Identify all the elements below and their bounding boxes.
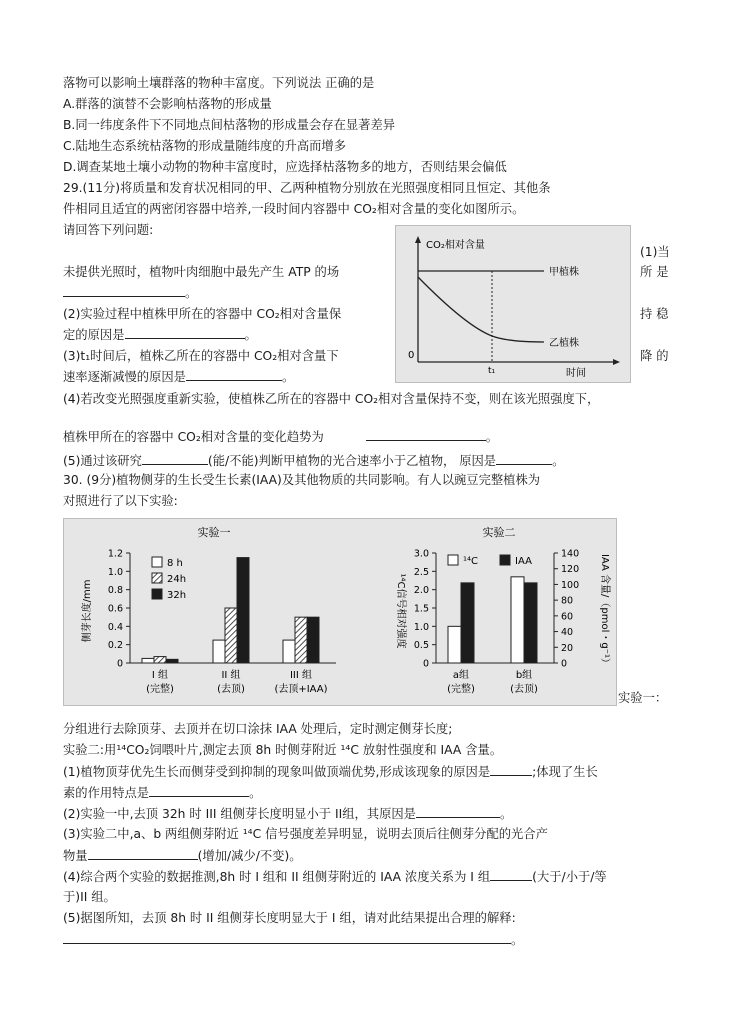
option-b: B.同一纬度条件下不同地点间枯落物的形成量会存在显著差异 <box>63 118 396 132</box>
chart2-bar <box>448 626 461 663</box>
y-axis-arrow <box>415 236 421 243</box>
chart1-bar <box>154 657 166 663</box>
q30-s1: (1)植物顶芽优先生长而侧芽受到抑制的现象叫做顶端优势,形成该现象的原因是 ;体现了生长 <box>63 765 598 779</box>
chart1-y-tick-label: 0.2 <box>107 640 123 652</box>
q30-s3: (3)实验二中,a、b 两组侧芽附近 ¹⁴C 信号强度差异明显，说明去顶后往侧芽分配的光合产 <box>63 827 548 841</box>
answer-blank[interactable] <box>88 847 198 860</box>
chart1-legend-label: 32h <box>167 590 187 601</box>
series-label-yi: 乙植株 <box>549 338 579 349</box>
q30-heading: 30. (9分)植物侧芽的生长受生长素(IAA)及其他物质的共同影响。有人以豌豆完整植株为 <box>63 473 541 487</box>
q29-p2-line2: 定的原因是 。 <box>63 328 257 342</box>
chart1-category-label: II 组 <box>221 670 241 681</box>
chart1-category-sublabel: (去顶+IAA) <box>274 684 328 695</box>
chart2-categories <box>447 669 538 695</box>
chart1-legend <box>152 557 186 601</box>
chart2-bars <box>448 577 537 663</box>
q30-heading-cont: 对照进行了以下实验: <box>63 494 178 508</box>
q29-p3-text: (3)t₁时间后，植株乙所在的容器中 CO₂相对含量下 <box>63 349 339 363</box>
chart1-category-label: III 组 <box>289 670 313 681</box>
q29-p3-line2: 速率逐渐减慢的原因是 。 <box>63 370 295 384</box>
chart2-y-label: ¹⁴C信号相对强度 <box>395 573 406 649</box>
answer-blank[interactable] <box>490 763 532 776</box>
exp1-desc: 分组进行去除顶芽、去顶并在切口涂抹 IAA 处理后，定时测定侧芽长度; <box>63 722 453 736</box>
q29-heading-cont: 件相同且适宜的两密闭容器中培养,一段时间内容器中 CO₂相对含量的变化如图所示。 <box>63 202 525 216</box>
chart1-y-tick-label: 0.4 <box>107 621 123 633</box>
chart2-y-tick-label: 2.5 <box>413 566 429 578</box>
chart2-legend-label: ¹⁴C <box>463 556 478 567</box>
co2-line-chart-svg <box>396 226 630 382</box>
chart1-category-sublabel: (完整) <box>146 684 174 695</box>
answer-blank[interactable] <box>186 368 282 381</box>
chart2-legend-label: IAA <box>515 556 532 567</box>
chart2-category-label: b组 <box>515 670 533 681</box>
q29-p2-text: (2)实验过程中植株甲所在的容器中 CO₂相对含量保 <box>63 307 342 321</box>
chart2-bar <box>461 583 474 663</box>
chart1-legend-label: 8 h <box>167 558 183 569</box>
experiment-bar-charts <box>63 518 617 706</box>
series-line-yi <box>418 277 544 342</box>
q29-p2-right: 持 稳 <box>640 307 669 321</box>
q29-p5-text: (5)通过该研究 (能/不能)判断甲植物的光合速率小于乙植物， 原因是 。 <box>63 454 565 468</box>
chart1-bar <box>307 617 319 663</box>
t1-label: t₁ <box>488 366 496 376</box>
q29-p1-answer: 。 <box>63 284 197 301</box>
q29-p1-right2: 所 是 <box>640 265 669 279</box>
chart2-y2-tick-label: 80 <box>561 595 574 607</box>
q29-p4-line2: 植株甲所在的容器中 CO₂相对含量的变化趋势为 。 <box>63 430 499 444</box>
q30-s5-answer: 。 <box>63 931 523 948</box>
chart2-legend <box>448 555 532 567</box>
intro-line: 落物可以影响土壤群落的物种丰富度。下列说法 正确的是 <box>63 76 375 90</box>
chart2-bar <box>511 577 524 663</box>
q29-prompt: 请回答下列问题: <box>63 223 154 237</box>
q29-p1-right: (1)当 <box>640 245 670 259</box>
chart1-legend-swatch <box>152 589 162 599</box>
chart1-legend-swatch <box>152 573 162 583</box>
exp2-desc: 实验二:用¹⁴CO₂饲喂叶片,测定去顶 8h 时侧芽附近 ¹⁴C 放射性强度和 IAA 含量。 <box>63 743 503 757</box>
chart2-y2-tick-label: 20 <box>561 642 574 654</box>
q29-heading: 29.(11分)将质量和发育状况相同的甲、乙两种植物分别放在光照强度相同且恒定、其他条 <box>63 181 551 195</box>
chart2-y-tick-label: 0 <box>422 658 429 670</box>
chart2-category-sublabel: (去顶) <box>510 684 538 695</box>
chart2-category-label: a组 <box>452 670 470 681</box>
chart2-y2-tick-label: 60 <box>561 611 574 623</box>
q30-s4-cont: 于)II 组。 <box>63 890 116 904</box>
chart1-legend-label: 24h <box>167 574 187 585</box>
chart1-y-ticks <box>108 549 130 670</box>
experiment-bar-charts-svg <box>64 519 616 705</box>
q30-s1-cont: 素的作用特点是 。 <box>63 786 262 800</box>
co2-line-chart <box>395 225 631 383</box>
chart1-bar <box>295 617 307 663</box>
chart1-bar <box>213 640 225 663</box>
exp1-label: 实验一： <box>618 691 668 705</box>
chart2-bar <box>524 583 537 663</box>
answer-blank[interactable] <box>63 284 185 297</box>
chart1-bar <box>142 658 154 663</box>
answer-blank[interactable] <box>366 428 486 441</box>
chart1-category-sublabel: (去顶) <box>217 684 245 695</box>
chart2-category-sublabel: (完整) <box>447 684 475 695</box>
answer-blank[interactable] <box>496 452 552 465</box>
chart2-y-tick-label: 0.5 <box>413 640 429 652</box>
chart1-categories <box>146 669 328 695</box>
chart2-y-tick-label: 1.5 <box>413 603 429 615</box>
q30-s5: (5)据图所知，去顶 8h 时 II 组侧芽长度明显大于 I 组，请对此结果提出合理的解释: <box>63 911 516 925</box>
chart1-y-tick-label: 0.8 <box>107 585 123 597</box>
chart1-bar <box>283 640 295 663</box>
chart2-y2-tick-label: 100 <box>561 579 580 591</box>
q30-s2: (2)实验一中,去顶 32h 时 III 组侧芽长度明显小于 II组，其原因是 。 <box>63 807 513 821</box>
q29-p1-text: 未提供光照时，植物叶肉细胞中最先产生 ATP 的场 <box>63 265 340 279</box>
chart1-title: 实验一 <box>197 526 231 539</box>
chart2-y2-label: IAA 含量/（pmol・g⁻¹） <box>599 553 610 669</box>
answer-blank[interactable] <box>149 784 249 797</box>
chart2-legend-swatch <box>448 555 458 565</box>
answer-blank[interactable] <box>416 805 500 818</box>
chart1-y-tick-label: 0 <box>116 658 123 670</box>
chart1-bar <box>225 608 237 663</box>
series-label-jia: 甲植株 <box>549 267 579 278</box>
chart2-y2-tick-label: 140 <box>561 548 580 560</box>
chart2-y2-tick-label: 120 <box>561 564 580 576</box>
answer-blank[interactable] <box>125 326 245 339</box>
chart2-y2-tick-label: 40 <box>561 627 574 639</box>
chart2-y2-tick-label: 0 <box>561 658 568 670</box>
chart1-y-tick-label: 1.2 <box>107 548 123 560</box>
chart1-bar <box>237 558 249 663</box>
x-axis-arrow <box>613 359 620 365</box>
option-c: C.陆地生态系统枯落物的形成量随纬度的升高而增多 <box>63 139 347 153</box>
chart2-y2-ticks <box>554 549 579 670</box>
chart2-title: 实验二 <box>482 526 516 539</box>
y-axis-label: CO₂相对含量 <box>426 240 485 251</box>
chart1-y-tick-label: 0.6 <box>107 603 123 615</box>
chart1-bar <box>166 659 178 663</box>
chart2-legend-swatch <box>500 555 510 565</box>
chart2-y-tick-label: 1.0 <box>413 621 429 633</box>
chart1-category-label: I 组 <box>151 670 169 681</box>
x-axis-label: 时间 <box>566 368 586 379</box>
answer-blank[interactable] <box>63 931 511 944</box>
chart2-y-tick-label: 3.0 <box>413 548 429 560</box>
q30-s4: (4)综合两个实验的数据推测,8h 时 I 组和 II 组侧芽附近的 IAA 浓度关系为 I 组 (大于/小于/等 <box>63 870 607 884</box>
chart1-y-tick-label: 1.0 <box>107 566 123 578</box>
chart2-y-ticks <box>414 549 436 670</box>
answer-blank[interactable] <box>142 452 208 465</box>
chart1-y-label: 侧芽长度/mm <box>82 579 93 643</box>
q29-p3-right: 降 的 <box>640 349 669 363</box>
option-d: D.调查某地土壤小动物的物种丰富度时，应选择枯落物多的地方，否则结果会偏低 <box>63 160 507 174</box>
option-a: A.群落的演替不会影响枯落物的形成量 <box>63 97 272 111</box>
origin-label: 0 <box>408 350 415 361</box>
answer-blank[interactable] <box>490 868 532 881</box>
chart1-legend-swatch <box>152 557 162 567</box>
q30-s3-cont: 物量 (增加/减少/不变)。 <box>63 849 302 863</box>
chart2-y-tick-label: 2.0 <box>413 585 429 597</box>
q29-p4-text: (4)若改变光照强度重新实验，使植株乙所在的容器中 CO₂相对含量保持不变，则在该光照强度下， <box>63 392 600 406</box>
